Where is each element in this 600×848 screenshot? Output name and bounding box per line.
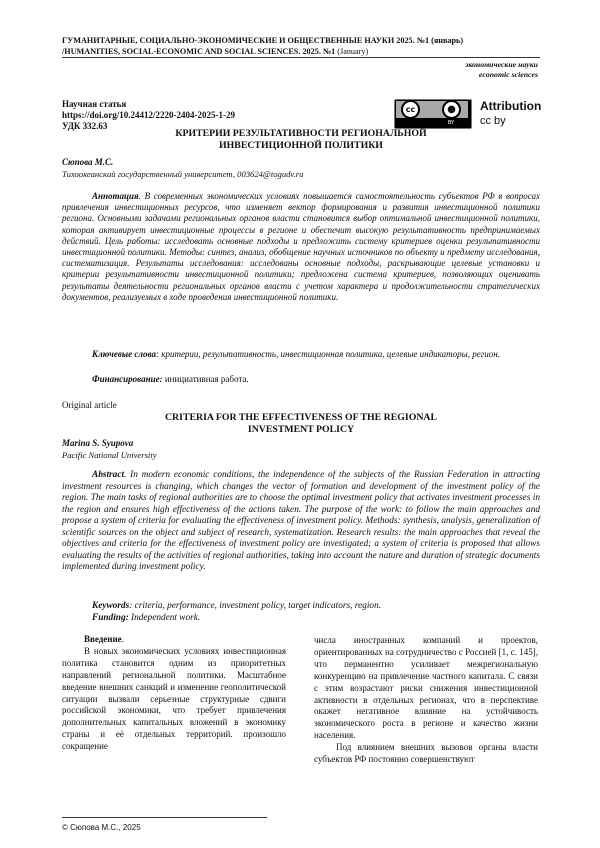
cc-icon	[401, 100, 420, 119]
section-label	[465, 60, 538, 79]
abstract-ru-text: . В современных экономических условиях повышается самостоятельность субъектов РФ в вопросах привлечения инвестиционных ресурсов, что изменяет вектор формирования и развития инвестиционной политики региона. Основными задачами региональных органов власти становится выбор оптимальной инвестиционной политики, которая активирует инвестиционные процессы в регионе и обеспечит высокую результативность предпринимаемых действий. Цель работы: исследовать основные подходы и предложить систему критериев оценки результативности инвестиционной политики. Методы: синтез, анализ, обобщение научных источников по объекту и предмету исследования, систематизация. Результаты исследования: исследованы основные подходы, раскрывающие целевые установки и критерии результативности инвестиционной политики; предложена система критериев, позволяющих оценивать результаты деятельности региональных органов власти с учетом характера и продолжительности стратегических документов, реализуемых в ходе проведения инвестиционной политики.	[62, 191, 540, 302]
funding-en	[62, 613, 540, 625]
title-ru-line2: ИНВЕСТИЦИОННОЙ ПОЛИТИКИ	[219, 140, 383, 151]
body-paragraph-continued: числа иностранных компаний и проектов, ориентированных на сотрудничество с Россией [1, с. 145], что перманентно усиливает межрегиональную конкуренцию на привлечение частного капитала. С связи с этим возрастают риски снижения инвестиционной активности в отдельных регионах, что в перспективе окажет негативное влияние на устойчивость экономического роста в регионе и качество жизни населения.	[314, 635, 538, 741]
section-label-en: economic sciences	[478, 69, 538, 79]
intro-heading-dot: .	[121, 634, 124, 644]
abstract-en	[62, 470, 540, 574]
title-en	[62, 412, 540, 436]
cc-icon-label: cc	[405, 105, 416, 114]
footnote-divider	[62, 817, 267, 818]
license-attribution: Attribution	[480, 99, 542, 113]
keywords-ru	[62, 349, 540, 360]
udk-code: УДК 332.63	[62, 121, 108, 131]
body-column-right	[314, 635, 538, 766]
abstract-ru-label: Аннотация	[92, 191, 139, 201]
funding-ru-text: инициативная работа.	[162, 374, 249, 384]
doi-link[interactable]: https://doi.org/10.24412/2220-2404-2025-1-29	[62, 110, 235, 120]
body-column-left	[62, 634, 286, 753]
title-en-line2: INVESTMENT POLICY	[247, 424, 355, 435]
affiliation-en: Pacific National University	[62, 450, 157, 460]
funding-en-text: Independent work.	[128, 613, 201, 623]
header-line-en-main: /HUMANITIES, SOCIAL-ECONOMIC AND SOCIAL SCIENCES. 2025. №1	[62, 47, 336, 56]
header-line-en-month: (January)	[335, 47, 369, 56]
keywords-en-label: Keywords	[92, 601, 130, 611]
keywords-ru-text: : критерии, результативность, инвестиционная политика, целевые индикаторы, регион.	[155, 349, 500, 359]
copyright: © Сюпова М.С., 2025	[62, 823, 141, 832]
header-divider	[62, 57, 540, 58]
abstract-ru	[62, 191, 540, 303]
funding-en-label: Funding:	[92, 613, 129, 623]
keywords-en-text: : criteria, performance, investment policy, target indicators, region.	[129, 601, 382, 611]
affiliation-ru: Тихоокеанский государственный университет, 003624@togudv.ru	[62, 169, 304, 179]
intro-heading-text: Введение	[84, 634, 122, 644]
intro-heading	[62, 634, 286, 646]
title-ru	[62, 128, 540, 152]
body-paragraph: Под влиянием внешних вызовов органы власти субъектов РФ постоянно совершенствуют	[314, 742, 538, 765]
abstract-en-label: Abstract	[92, 470, 125, 480]
abstract-en-text: . In modern economic conditions, the independence of the subjects of the Russian Federation in attracting investment resources is changing, which changes the vector of formation and development of the investment policy of the region. The main tasks of regional authorities are to choose the optimal investment policy that activates investment processes in the region and ensures high effectiveness of the actions taken. The purpose of the work: to follow the main approaches and propose a system of criteria for evaluating the effectiveness of investment policy. Methods: synthesis, analysis, generalization of scientific sources on the object and subject of research, systematization. Research results: the main approaches that reveal the objectives and criteria for the effectiveness of investment policy are investigated; a system of criteria is proposed that allows evaluating the results of the activities of regional authorities, taking into account the nature and duration of strategic documents implemented during investment policy.	[62, 470, 540, 572]
funding-ru	[62, 374, 540, 385]
title-ru-line1: КРИТЕРИИ РЕЗУЛЬТАТИВНОСТИ РЕГИОНАЛЬНОЙ	[175, 128, 427, 139]
author-ru: Сюпова М.С.	[62, 157, 114, 167]
article-type-en: Original article	[62, 400, 117, 410]
header-line-ru: ГУМАНИТАРНЫЕ, СОЦИАЛЬНО-ЭКОНОМИЧЕСКИЕ И ОБЩЕСТВЕННЫЕ НАУКИ 2025. №1 (январь)	[62, 36, 464, 45]
person-icon: ●	[442, 100, 461, 119]
keywords-en	[62, 601, 540, 613]
running-header	[62, 35, 542, 57]
author-en: Marina S. Syupova	[62, 438, 134, 448]
header-line-en	[62, 46, 542, 57]
section-label-ru: экономические науки	[465, 60, 538, 69]
title-en-line1: CRITERIA FOR THE EFFECTIVENESS OF THE REGIONAL	[164, 412, 438, 423]
intro-paragraph: В новых экономических условиях инвестиционная политика становится одним из приоритетных направлений региональной политики. Масштабное введение внешних санкций и изменение геополитической ситуации вызвали серьезные структурные сдвиги российской экономики, что требует привлечения дополнительных капитальных вложений в экономику страны и её отдельных территорий. произошло сокращение	[62, 645, 286, 752]
funding-ru-label: Финансирование:	[92, 374, 163, 384]
article-type: Научная статья	[62, 99, 127, 109]
keywords-ru-label: Ключевые слова	[92, 349, 156, 359]
cc-by-label: BY	[447, 120, 455, 126]
license-ccby: cc by	[480, 115, 506, 127]
